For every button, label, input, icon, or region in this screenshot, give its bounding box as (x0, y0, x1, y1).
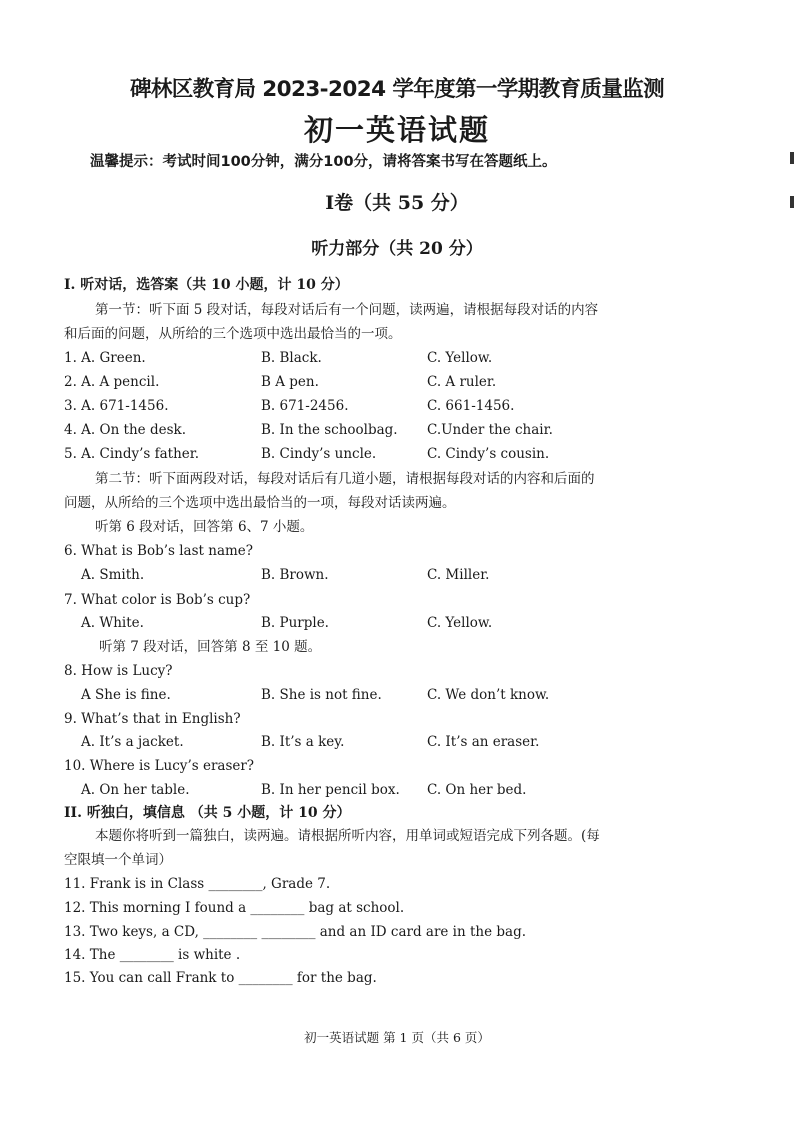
q10-stem: 10. Where is Lucy’s eraser? (64, 758, 255, 774)
q8-option-c: C. We don’t know. (427, 687, 550, 703)
q9-option-c: C. It’s an eraser. (427, 734, 540, 750)
q4-option-a: 4. A. On the desk. (64, 422, 186, 438)
q15-fill-blank: 15. You can call Frank to ________ for the bag. (64, 970, 377, 986)
section2-intro-a: 本题你将听到一篇独白，读两遍。请根据所听内容，用单词或短语完成下列各题。(每 (95, 828, 600, 844)
q9-stem: 9. What’s that in English? (64, 711, 241, 727)
q2-option-c: C. A ruler. (427, 374, 497, 390)
q7-option-b: B. Purple. (261, 615, 329, 631)
q7-option-a: A. White. (81, 615, 144, 631)
q6-stem: 6. What is Bob’s last name? (64, 543, 254, 559)
part2-intro-a: 第二节：听下面两段对话，每段对话后有几道小题，请根据每段对话的内容和后面的 (95, 471, 595, 487)
q1-option-a: 1. A. Green. (64, 350, 146, 366)
part1-intro-b: 和后面的问题，从所给的三个选项中选出最恰当的一项。 (64, 326, 402, 342)
scan-edge-mark (790, 196, 794, 208)
q10-option-b: B. In her pencil box. (261, 782, 400, 798)
q7-stem: 7. What color is Bob’s cup? (64, 592, 251, 608)
part1-intro-a: 第一节：听下面 5 段对话，每段对话后有一个问题，读两遍，请根据每段对话的内容 (95, 302, 599, 318)
q13-fill-blank: 13. Two keys, a CD, ________ ________ and an ID card are in the bag. (64, 924, 527, 940)
q3-option-c: C. 661-1456. (427, 398, 515, 414)
q5-option-b: B. Cindy’s uncle. (261, 446, 377, 462)
q9-option-b: B. It’s a key. (261, 734, 345, 750)
q8-option-b: B. She is not fine. (261, 687, 382, 703)
q6-option-c: C. Miller. (427, 567, 490, 583)
exam-tip: 温馨提示：考试时间100分钟，满分100分，请将答案书写在答题纸上。 (90, 154, 557, 170)
q11-fill-blank: 11. Frank is in Class ________, Grade 7. (64, 876, 331, 892)
section2-heading: II. 听独白，填信息 （共 5 小题，计 10 分） (64, 805, 351, 821)
q2-option-a: 2. A. A pencil. (64, 374, 160, 390)
section2-intro-b: 空限填一个单词） (64, 852, 172, 868)
q3-option-a: 3. A. 671-1456. (64, 398, 169, 414)
q8-stem: 8. How is Lucy? (64, 663, 173, 679)
q14-fill-blank: 14. The ________ is white . (64, 947, 241, 963)
page-footer: 初一英语试题 第 1 页（共 6 页） (304, 1030, 490, 1045)
scan-edge-mark (790, 152, 794, 164)
q6-option-a: A. Smith. (81, 567, 145, 583)
q4-option-c: C.Under the chair. (427, 422, 553, 438)
section1-heading: I. 听对话，选答案（共 10 小题，计 10 分） (64, 277, 349, 293)
q1-option-b: B. Black. (261, 350, 322, 366)
q10-option-c: C. On her bed. (427, 782, 527, 798)
q10-option-a: A. On her table. (81, 782, 190, 798)
q5-option-c: C. Cindy’s cousin. (427, 446, 550, 462)
q5-option-a: 5. A. Cindy’s father. (64, 446, 200, 462)
q8-option-a: A She is fine. (81, 687, 171, 703)
dialog7-intro: 听第 7 段对话，回答第 8 至 10 题。 (99, 639, 322, 655)
dialog6-intro: 听第 6 段对话，回答第 6、7 小题。 (95, 519, 314, 535)
q12-fill-blank: 12. This morning I found a ________ bag at school. (64, 900, 405, 916)
exam-title: 初一英语试题 (303, 113, 490, 147)
exam-title-line1: 碑林区教育局 2023-2024 学年度第一学期教育质量监测 (129, 77, 665, 102)
part2-intro-b: 问题，从所给的三个选项中选出最恰当的一项，每段对话读两遍。 (64, 495, 456, 511)
q6-option-b: B. Brown. (261, 567, 329, 583)
q2-option-b: B A pen. (261, 374, 319, 390)
listening-heading: 听力部分（共 20 分） (311, 239, 483, 259)
volume-heading: I卷（共 55 分） (325, 192, 469, 214)
q4-option-b: B. In the schoolbag. (261, 422, 398, 438)
q7-option-c: C. Yellow. (427, 615, 493, 631)
q9-option-a: A. It’s a jacket. (81, 734, 184, 750)
q3-option-b: B. 671-2456. (261, 398, 349, 414)
q1-option-c: C. Yellow. (427, 350, 493, 366)
